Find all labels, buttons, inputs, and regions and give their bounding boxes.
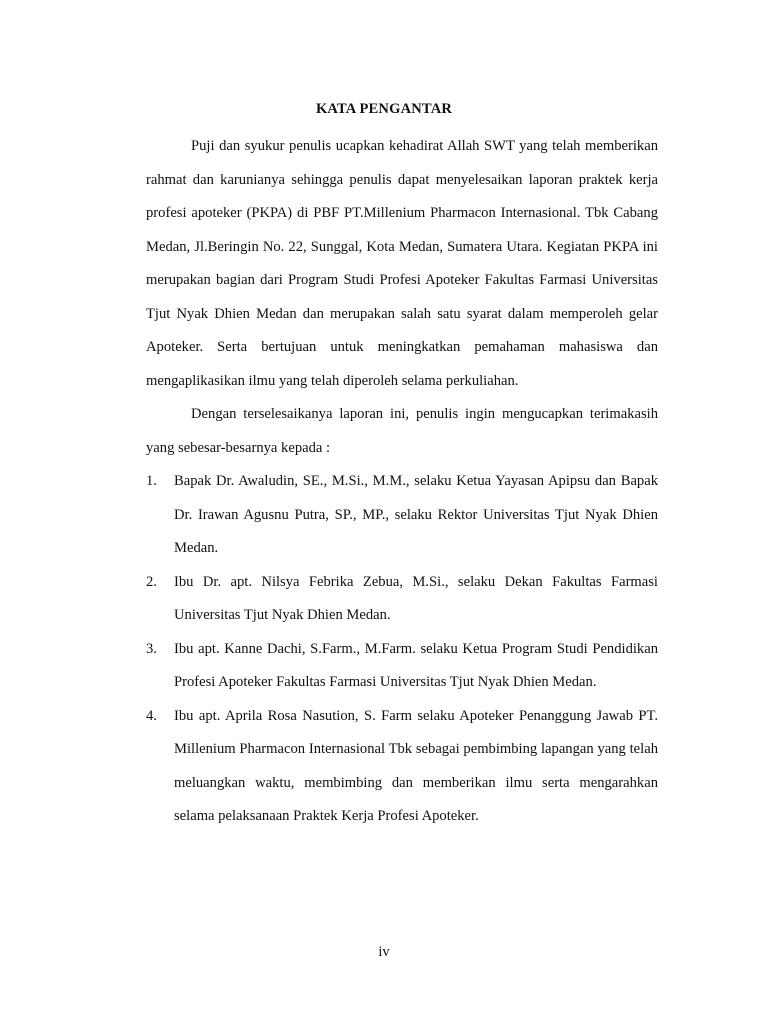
list-item	[146, 700, 658, 834]
page-number: iv	[378, 944, 390, 960]
paragraph-intro: Puji dan syukur penulis ucapkan kehadirat Allah SWT yang telah memberikan rahmat dan karunianya sehingga penulis dapat menyelesaikan laporan praktek kerja profesi apoteker (PKPA) di PBF PT.Millenium Pharmacon Internasional. Tbk Cabang Medan, Jl.Beringin No. 22, Sunggal, Kota Medan, Sumatera Utara. Kegiatan PKPA ini merupakan bagian dari Program Studi Profesi Apoteker Fakultas Farmasi Universitas Tjut Nyak Dhien Medan dan merupakan salah satu syarat dalam memperoleh gelar Apoteker. Serta bertujuan untuk meningkatkan pemahaman mahasiswa dan mengaplikasikan ilmu yang telah diperoleh selama perkuliahan.	[146, 138, 658, 389]
list-item	[146, 566, 658, 633]
list-item-text: Bapak Dr. Awaludin, SE., M.Si., M.M., selaku Ketua Yayasan Apipsu dan Bapak Dr. Irawan Agusnu Putra, SP., MP., selaku Rektor Universitas Tjut Nyak Dhien Medan.	[174, 473, 658, 556]
list-item	[146, 633, 658, 700]
paragraph-thanks: Dengan terselesaikanya laporan ini, penulis ingin mengucapkan terimakasih yang sebesar-besarnya kepada :	[146, 406, 658, 456]
list-item-text: Ibu Dr. apt. Nilsya Febrika Zebua, M.Si., selaku Dekan Fakultas Farmasi Universitas Tjut Nyak Dhien Medan.	[174, 573, 658, 623]
document-body	[146, 130, 658, 834]
page-title: KATA PENGANTAR	[315, 101, 453, 117]
list-item-text: Ibu apt. Aprila Rosa Nasution, S. Farm selaku Apoteker Penanggung Jawab PT. Millenium Pharmacon Internasional Tbk sebagai pembimbing lapangan yang telah meluangkan waktu, membimbing dan memberikan ilmu serta mengarahkan selama pelaksanaan Praktek Kerja Profesi Apoteker.	[174, 707, 658, 824]
list-item-text: Ibu apt. Kanne Dachi, S.Farm., M.Farm. selaku Ketua Program Studi Pendidikan Profesi Apoteker Fakultas Farmasi Universitas Tjut Nyak Dhien Medan.	[174, 640, 658, 690]
list-item-number: 3.	[146, 640, 157, 657]
list-item-number: 2.	[146, 573, 157, 590]
list-item	[146, 465, 658, 566]
acknowledgement-list	[146, 465, 658, 834]
list-item-number: 4.	[146, 707, 157, 724]
list-item-number: 1.	[146, 473, 157, 489]
